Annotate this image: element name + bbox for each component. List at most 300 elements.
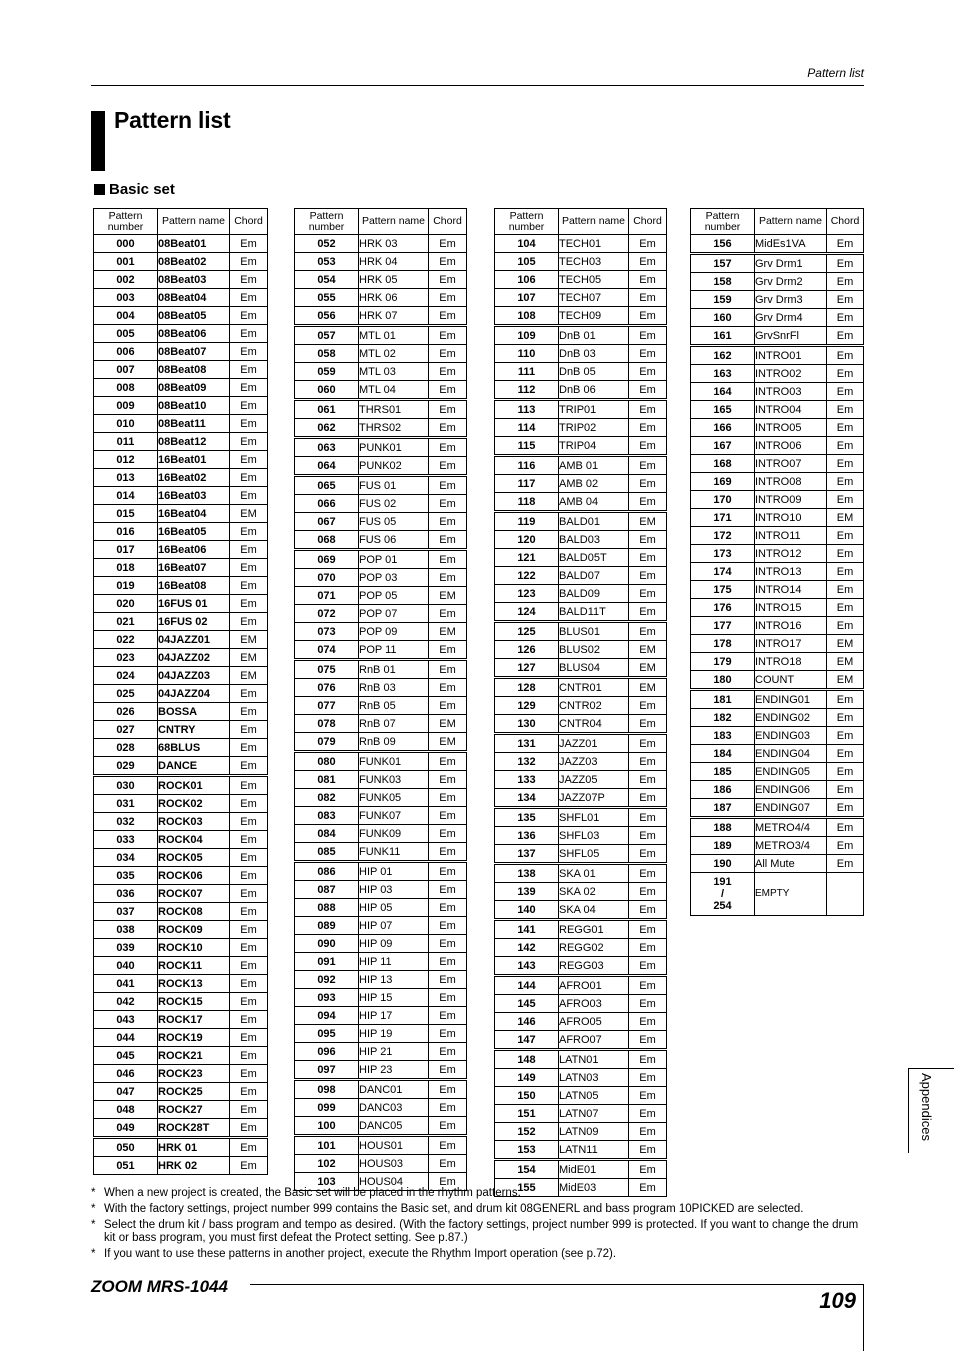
table-row: [495, 771, 667, 789]
table-row: [495, 1105, 667, 1123]
chord-type: Em: [230, 921, 268, 939]
pattern-table-3: [494, 208, 667, 1197]
chord-type: Em: [230, 325, 268, 343]
table-row: [691, 855, 864, 873]
table-row: [94, 885, 268, 903]
table-row: [295, 381, 467, 400]
pattern-name: INTRO10: [755, 509, 827, 527]
table-row: [94, 541, 268, 559]
pattern-name: MTL 03: [359, 363, 429, 381]
chord-type: Em: [230, 1101, 268, 1119]
pattern-name: HIP 17: [359, 1007, 429, 1025]
table-header-row: [495, 209, 667, 235]
empty-range-start: 191: [713, 876, 732, 888]
pattern-number: 095: [295, 1025, 359, 1043]
empty-range-cell: [691, 873, 755, 916]
table-row: [691, 671, 864, 690]
pattern-name: 08Beat12: [158, 433, 230, 451]
chord-type: Em: [230, 343, 268, 361]
pattern-number: 177: [691, 617, 755, 635]
chord-type: Em: [230, 523, 268, 541]
pattern-number: 181: [691, 690, 755, 709]
pattern-number: 157: [691, 254, 755, 273]
section-heading: [94, 181, 175, 198]
pattern-name: INTRO08: [755, 473, 827, 491]
table-row: [94, 667, 268, 685]
pattern-number: 183: [691, 727, 755, 745]
table-row: [295, 935, 467, 953]
chord-type: EM: [629, 678, 667, 697]
pattern-number: 152: [495, 1123, 559, 1141]
chord-type: Em: [827, 690, 864, 709]
pattern-number: 119: [495, 512, 559, 531]
pattern-name: BALD03: [559, 531, 629, 549]
pattern-number: 141: [495, 920, 559, 939]
pattern-number: 023: [94, 649, 158, 667]
pattern-number: 178: [691, 635, 755, 653]
table-row: [295, 989, 467, 1007]
pattern-name: LATN01: [559, 1050, 629, 1069]
chord-type: Em: [629, 603, 667, 622]
table-row: [94, 921, 268, 939]
table-row: [295, 253, 467, 271]
table-row: [691, 690, 864, 709]
pattern-number: 031: [94, 795, 158, 813]
pattern-number: 134: [495, 789, 559, 808]
pattern-name: ROCK28T: [158, 1119, 230, 1138]
pattern-number: 076: [295, 679, 359, 697]
table-row: [691, 599, 864, 617]
table-row: [691, 491, 864, 509]
pattern-name: ENDING06: [755, 781, 827, 799]
pattern-number: 136: [495, 827, 559, 845]
table-row: [295, 326, 467, 345]
chord-type: Em: [629, 939, 667, 957]
chord-type: Em: [629, 567, 667, 585]
chord-type: EM: [629, 512, 667, 531]
chord-type: Em: [230, 1011, 268, 1029]
chord-type: Em: [629, 753, 667, 771]
chord-type: EM: [827, 653, 864, 671]
pattern-name: HRK 03: [359, 235, 429, 253]
table-row: [94, 469, 268, 487]
chord-type: Em: [230, 1029, 268, 1047]
pattern-name: ROCK07: [158, 885, 230, 903]
pattern-name: SKA 04: [559, 901, 629, 920]
chord-type: Em: [429, 253, 467, 271]
chord-type: Em: [230, 289, 268, 307]
table-row: [495, 1069, 667, 1087]
footnote-text: When a new project is created, the Basic set will be placed in the rhythm patterns.: [104, 1187, 521, 1199]
pattern-name: 68BLUS: [158, 739, 230, 757]
table-row: [495, 253, 667, 271]
pattern-number: 133: [495, 771, 559, 789]
table-row: [94, 235, 268, 253]
chord-type: Em: [429, 1080, 467, 1099]
footnote-text: Select the drum kit / bass program and tempo as desired. (With the factory settings, project number 999 is protected. If you want to change the drum kit or bass program, you must first defeat the Protect setting. See p.87.): [104, 1219, 859, 1244]
table-row: [495, 957, 667, 976]
pattern-name: ROCK05: [158, 849, 230, 867]
pattern-number: 180: [691, 671, 755, 690]
table-row: [295, 457, 467, 476]
chord-type: EM: [230, 667, 268, 685]
chord-type: Em: [629, 1141, 667, 1160]
table-row: [94, 721, 268, 739]
chord-type: Em: [429, 363, 467, 381]
table-row: [94, 1138, 268, 1157]
chord-type: Em: [429, 917, 467, 935]
table-row: [691, 327, 864, 346]
page-number: 109: [819, 1288, 856, 1313]
pattern-name: METRO4/4: [755, 818, 827, 837]
pattern-table-4: [690, 208, 864, 916]
footnote: [91, 1219, 866, 1245]
chord-type: EM: [629, 659, 667, 678]
pattern-number: 155: [495, 1179, 559, 1197]
pattern-name: FUNK05: [359, 789, 429, 807]
pattern-name: RnB 07: [359, 715, 429, 733]
pattern-number: 058: [295, 345, 359, 363]
pattern-number: 138: [495, 864, 559, 883]
chord-type: EM: [429, 733, 467, 752]
pattern-name: FUS 06: [359, 531, 429, 550]
pattern-number: 162: [691, 346, 755, 365]
pattern-number: 115: [495, 437, 559, 456]
pattern-number: 097: [295, 1061, 359, 1080]
table-row: [295, 438, 467, 457]
chord-type: Em: [629, 697, 667, 715]
chord-type: Em: [429, 513, 467, 531]
chord-type: Em: [629, 419, 667, 437]
title-bar-marker: [91, 111, 105, 171]
chord-type: Em: [429, 476, 467, 495]
table-row: [495, 419, 667, 437]
chord-type: Em: [629, 326, 667, 345]
chord-type: Em: [629, 883, 667, 901]
table-row: [691, 437, 864, 455]
column-header-name: Pattern name: [559, 209, 629, 235]
pattern-name: DnB 01: [559, 326, 629, 345]
pattern-number: 015: [94, 505, 158, 523]
chord-type: Em: [429, 1043, 467, 1061]
table-row: [691, 346, 864, 365]
chord-type: Em: [230, 885, 268, 903]
table-row: [495, 567, 667, 585]
table-row: [495, 995, 667, 1013]
pattern-number: 062: [295, 419, 359, 438]
pattern-name: JAZZ01: [559, 734, 629, 753]
chord-type: Em: [429, 307, 467, 326]
running-header: Pattern list: [807, 66, 864, 80]
pattern-number: 077: [295, 697, 359, 715]
pattern-number: 187: [691, 799, 755, 818]
chord-type: Em: [429, 807, 467, 825]
table-row: [94, 739, 268, 757]
pattern-name: ROCK25: [158, 1083, 230, 1101]
table-row: [691, 545, 864, 563]
pattern-name: 08Beat07: [158, 343, 230, 361]
pattern-number: 174: [691, 563, 755, 581]
pattern-number: 085: [295, 843, 359, 862]
pattern-name: ROCK19: [158, 1029, 230, 1047]
pattern-number: 109: [495, 326, 559, 345]
pattern-number: 069: [295, 550, 359, 569]
table-row: [94, 703, 268, 721]
chord-type: Em: [827, 617, 864, 635]
table-row: [295, 715, 467, 733]
table-row: [295, 1025, 467, 1043]
table-row: [295, 476, 467, 495]
chord-type: Em: [429, 1025, 467, 1043]
chord-type: Em: [629, 789, 667, 808]
table-row: [495, 939, 667, 957]
pattern-number: 074: [295, 641, 359, 660]
table-row: [94, 505, 268, 523]
chord-type: Em: [429, 825, 467, 843]
chord-type: Em: [827, 727, 864, 745]
table-row: [495, 789, 667, 808]
pattern-number: 139: [495, 883, 559, 901]
pattern-name: JAZZ05: [559, 771, 629, 789]
chord-type: Em: [429, 862, 467, 881]
table-row: [295, 400, 467, 419]
pattern-name: 16Beat08: [158, 577, 230, 595]
chord-type: Em: [230, 757, 268, 776]
chord-type: Em: [429, 1136, 467, 1155]
pattern-number: 072: [295, 605, 359, 623]
chord-type: Em: [629, 253, 667, 271]
table-row: [295, 899, 467, 917]
chord-type: Em: [230, 939, 268, 957]
pattern-number: 060: [295, 381, 359, 400]
pattern-name: POP 03: [359, 569, 429, 587]
table-row: [691, 617, 864, 635]
pattern-number: 061: [295, 400, 359, 419]
pattern-name: BALD05T: [559, 549, 629, 567]
pattern-number: 012: [94, 451, 158, 469]
footnote-text: With the factory settings, project number 999 contains the Basic set, and drum kit 08GENERL and bass program 10PICKED are selected.: [104, 1203, 804, 1215]
pattern-number: 055: [295, 289, 359, 307]
pattern-name: HIP 11: [359, 953, 429, 971]
chord-type: Em: [629, 531, 667, 549]
pattern-name: RnB 01: [359, 660, 429, 679]
footnotes: [91, 1187, 866, 1264]
pattern-name: ROCK04: [158, 831, 230, 849]
pattern-name: ROCK13: [158, 975, 230, 993]
pattern-name: HIP 15: [359, 989, 429, 1007]
pattern-number: 149: [495, 1069, 559, 1087]
square-bullet-icon: [94, 184, 105, 195]
pattern-number: 078: [295, 715, 359, 733]
table-row: [94, 325, 268, 343]
pattern-name: DnB 03: [559, 345, 629, 363]
pattern-number: 079: [295, 733, 359, 752]
pattern-number: 019: [94, 577, 158, 595]
pattern-name: HRK 04: [359, 253, 429, 271]
chord-type: Em: [827, 709, 864, 727]
pattern-name: FUNK11: [359, 843, 429, 862]
pattern-number: 113: [495, 400, 559, 419]
chord-type: Em: [230, 253, 268, 271]
table-row: [691, 235, 864, 254]
pattern-number: 034: [94, 849, 158, 867]
column-header-number: Pattern number: [691, 209, 755, 235]
chord-type: Em: [429, 989, 467, 1007]
pattern-number: 105: [495, 253, 559, 271]
pattern-number: 056: [295, 307, 359, 326]
pattern-number: 020: [94, 595, 158, 613]
pattern-name: HRK 06: [359, 289, 429, 307]
pattern-name: ROCK15: [158, 993, 230, 1011]
pattern-number: 054: [295, 271, 359, 289]
chord-type: Em: [629, 1123, 667, 1141]
table-row: [495, 976, 667, 995]
table-row: [495, 678, 667, 697]
chord-type: Em: [827, 455, 864, 473]
table-row: [295, 771, 467, 789]
pattern-number: 043: [94, 1011, 158, 1029]
table-row: [691, 653, 864, 671]
chord-type: EM: [230, 649, 268, 667]
table-row: [495, 808, 667, 827]
pattern-name: 08Beat11: [158, 415, 230, 433]
side-tab-label: Appendices: [919, 1073, 934, 1141]
empty-range: [691, 876, 754, 912]
pattern-name: 08Beat10: [158, 397, 230, 415]
chord-type: Em: [230, 433, 268, 451]
chord-type: Em: [429, 1173, 467, 1191]
chord-type: Em: [230, 451, 268, 469]
pattern-name: 16Beat07: [158, 559, 230, 577]
section-heading-label: Basic set: [109, 181, 175, 198]
table-row: [295, 641, 467, 660]
pattern-number: 154: [495, 1160, 559, 1179]
table-row: [295, 1061, 467, 1080]
pattern-number: 131: [495, 734, 559, 753]
chord-type: Em: [429, 789, 467, 807]
table-row: [691, 291, 864, 309]
chord-type: Em: [429, 326, 467, 345]
table-row: [94, 1065, 268, 1083]
pattern-name: 04JAZZ04: [158, 685, 230, 703]
pattern-number: 047: [94, 1083, 158, 1101]
chord-type: Em: [629, 235, 667, 253]
chord-type: Em: [827, 383, 864, 401]
pattern-number: 075: [295, 660, 359, 679]
chord-type: Em: [230, 957, 268, 975]
pattern-number: 041: [94, 975, 158, 993]
pattern-name: REGG03: [559, 957, 629, 976]
table-row: [94, 415, 268, 433]
pattern-name: INTRO14: [755, 581, 827, 599]
pattern-number: 002: [94, 271, 158, 289]
table-row: [295, 881, 467, 899]
pattern-name: GrvSnrFl: [755, 327, 827, 346]
pattern-number: 037: [94, 903, 158, 921]
chord-type: Em: [230, 867, 268, 885]
pattern-name: FUNK07: [359, 807, 429, 825]
pattern-number: 120: [495, 531, 559, 549]
pattern-name: 04JAZZ01: [158, 631, 230, 649]
pattern-name: INTRO01: [755, 346, 827, 365]
pattern-number: 001: [94, 253, 158, 271]
pattern-number: 017: [94, 541, 158, 559]
pattern-name: INTRO03: [755, 383, 827, 401]
pattern-number: 035: [94, 867, 158, 885]
pattern-name: AMB 01: [559, 456, 629, 475]
table-row: [495, 345, 667, 363]
table-row: [295, 495, 467, 513]
chord-type: Em: [230, 235, 268, 253]
column-header-name: Pattern name: [359, 209, 429, 235]
table-row: [295, 513, 467, 531]
chord-type: Em: [827, 491, 864, 509]
table-row: [691, 383, 864, 401]
pattern-number: 186: [691, 781, 755, 799]
pattern-name: POP 05: [359, 587, 429, 605]
pattern-number: 053: [295, 253, 359, 271]
chord-type: Em: [230, 849, 268, 867]
pattern-number: 185: [691, 763, 755, 781]
pattern-number: 010: [94, 415, 158, 433]
chord-type: Em: [429, 1007, 467, 1025]
pattern-number: 156: [691, 235, 755, 254]
pattern-name: BLUS02: [559, 641, 629, 659]
chord-type: Em: [429, 289, 467, 307]
chord-type: Em: [629, 976, 667, 995]
table-row: [94, 1101, 268, 1119]
pattern-number: 114: [495, 419, 559, 437]
pattern-number: 168: [691, 455, 755, 473]
pattern-name: CNTR01: [559, 678, 629, 697]
pattern-number: 013: [94, 469, 158, 487]
pattern-name: ROCK09: [158, 921, 230, 939]
chord-type: EM: [230, 505, 268, 523]
pattern-name: HIP 19: [359, 1025, 429, 1043]
table-row: [94, 595, 268, 613]
table-row: [94, 685, 268, 703]
pattern-name: LATN09: [559, 1123, 629, 1141]
pattern-number: 106: [495, 271, 559, 289]
pattern-name: BLUS04: [559, 659, 629, 678]
pattern-number: 172: [691, 527, 755, 545]
table-row: [295, 1099, 467, 1117]
chord-type: Em: [629, 363, 667, 381]
table-row: [691, 781, 864, 799]
pattern-name: INTRO15: [755, 599, 827, 617]
pattern-name: BALD09: [559, 585, 629, 603]
column-header-chord: Chord: [429, 209, 467, 235]
pattern-name: DANC01: [359, 1080, 429, 1099]
table-row: [295, 419, 467, 438]
chord-type: Em: [827, 799, 864, 818]
chord-type: Em: [230, 975, 268, 993]
table-row: [94, 379, 268, 397]
pattern-name: RnB 09: [359, 733, 429, 752]
pattern-number: 059: [295, 363, 359, 381]
pattern-name: HOUS01: [359, 1136, 429, 1155]
table-header-row: [295, 209, 467, 235]
footnote-text: If you want to use these patterns in another project, execute the Rhythm Import operation (see p.72).: [104, 1248, 617, 1260]
pattern-number: 098: [295, 1080, 359, 1099]
chord-type: Em: [629, 715, 667, 734]
pattern-name: REGG01: [559, 920, 629, 939]
pattern-number: 110: [495, 345, 559, 363]
pattern-name: TECH03: [559, 253, 629, 271]
chord-type: Em: [827, 309, 864, 327]
pattern-number: 175: [691, 581, 755, 599]
chord-type: Em: [230, 469, 268, 487]
